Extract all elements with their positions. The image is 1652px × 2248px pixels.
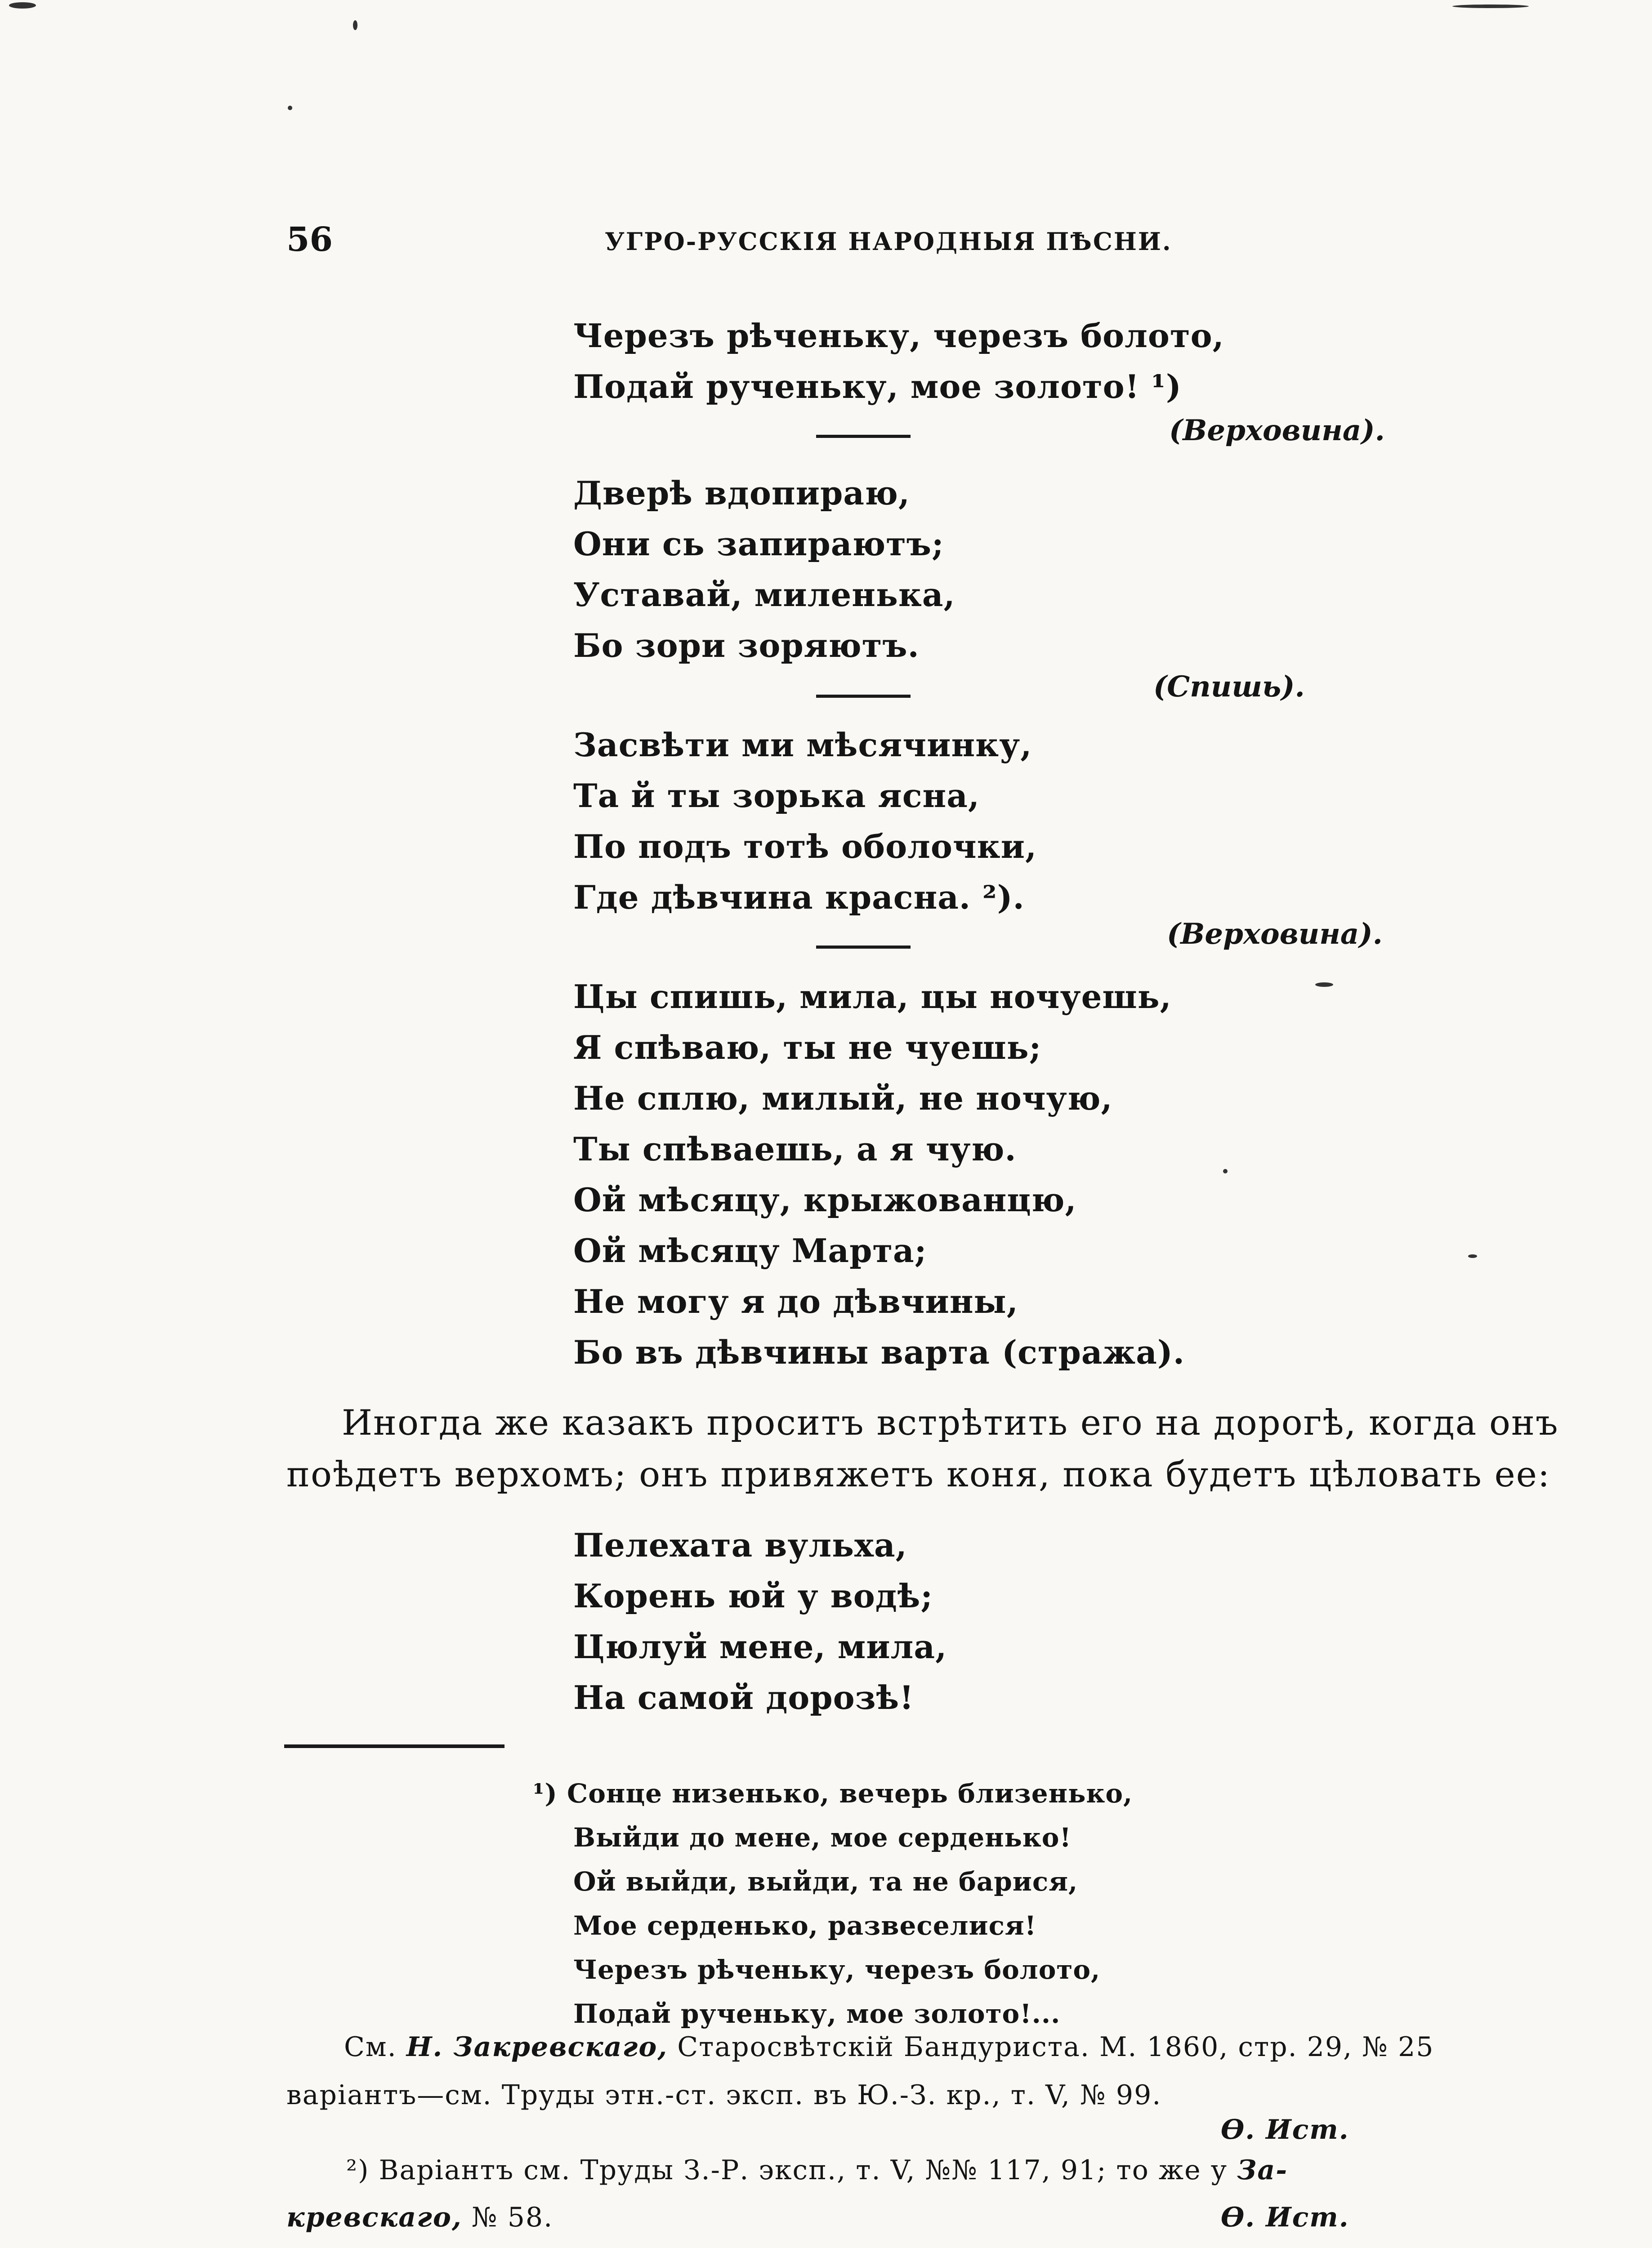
scan-speck — [1468, 1254, 1477, 1258]
footnote-2-text: ²) Варіантъ см. Труды З.-Р. эксп., т. V, №№ 117, 91; то же у — [346, 2154, 1228, 2186]
prose-line-1: Иногда же казакъ проситъ встрѣтить его на дорогѣ, когда онъ — [342, 1403, 1559, 1443]
verse-line: Ты спѣваешь, а я чую. — [573, 1130, 1017, 1168]
verse-line: Цюлуй мене, мила, — [573, 1628, 947, 1666]
footnote-2-number: № 58. — [471, 2202, 554, 2233]
verse-line: Та й ты зорька ясна, — [573, 776, 980, 815]
stanza-2 — [573, 468, 955, 671]
footnote-verse-line: ¹) Сонце низенько, вечерь близенько, — [533, 1778, 1133, 1809]
verse-line: Корень юй у водѣ; — [573, 1577, 933, 1615]
verse-line: Ой мѣсяцу Марта; — [573, 1231, 927, 1270]
verse-line: Пелехата вульха, — [573, 1526, 907, 1564]
page-number: 56 — [286, 220, 333, 259]
scan-speck — [9, 2, 36, 9]
footnote-1-reference — [344, 2031, 1434, 2063]
stanza-4 — [573, 971, 1185, 1378]
scan-speck — [353, 20, 357, 30]
footnote-verse-line: Черезъ рѣченьку, черезъ болото, — [573, 1954, 1101, 1985]
reference-title: Старосвѣтскій Бандуриста. М. 1860, стр. 29, № 25 — [677, 2031, 1434, 2063]
footnote-verse-line: Ой выйди, выйди, та не барися, — [573, 1866, 1078, 1897]
stanza-2-source: (Спишь). — [1153, 670, 1305, 704]
stanza-separator — [816, 435, 911, 438]
scan-speck — [1223, 1169, 1228, 1173]
stanza-5 — [573, 1520, 947, 1723]
stanza-separator — [816, 946, 911, 949]
verse-line: По подъ тотѣ оболочки, — [573, 827, 1037, 865]
footnote-2-author-end: кревскаго, — [286, 2202, 462, 2233]
stanza-1 — [573, 310, 1224, 412]
footnote-verse-line: Выйди до мене, мое серденько! — [573, 1822, 1072, 1853]
verse-line: Бо зори зоряютъ. — [573, 626, 920, 665]
verse-line: Не могу я до дѣвчины, — [573, 1282, 1018, 1320]
verse-line: Черезъ рѣченьку, черезъ болото, — [573, 317, 1224, 355]
verse-line: На самой дорозѣ! — [573, 1678, 914, 1717]
verse-line: Они сь запираютъ; — [573, 525, 944, 563]
footnote-1-verse — [533, 1771, 1133, 2036]
verse-line: Засвѣти ми мѣсячинку, — [573, 726, 1032, 764]
stanza-3 — [573, 719, 1037, 923]
reference-prefix: См. — [344, 2031, 397, 2063]
footnote-verse-line: Мое серденько, развеселися! — [573, 1910, 1037, 1941]
prose-line-2: поѣдетъ верхомъ; онъ привяжетъ коня, пока будетъ цѣловать ее: — [286, 1454, 1551, 1495]
verse-line: Ой мѣсяцу, крыжованцю, — [573, 1181, 1077, 1219]
footnote-1-reference-line-2: варіантъ—см. Труды этн.-ст. эксп. въ Ю.-З. кр., т. V, № 99. — [286, 2079, 1162, 2111]
verse-line: Где дѣвчина красна. ²). — [573, 878, 1025, 916]
scan-speck — [1452, 4, 1529, 8]
footnote-rule — [284, 1744, 505, 1748]
verse-line: Подай рученьку, мое золото! ¹) — [573, 367, 1182, 406]
footnote-2-signature: Ѳ. Ист. — [1221, 2202, 1349, 2233]
verse-line: Цы спишь, мила, цы ночуешь, — [573, 977, 1172, 1016]
verse-line: Я спѣваю, ты не чуешь; — [573, 1028, 1042, 1066]
stanza-3-source: (Верховина). — [1167, 917, 1383, 951]
footnote-2-line-1 — [346, 2154, 1288, 2186]
scan-speck — [288, 106, 292, 110]
verse-line: Дверѣ вдопираю, — [573, 474, 910, 512]
stanza-separator — [816, 695, 911, 698]
footnote-1-signature: Ѳ. Ист. — [1221, 2114, 1349, 2145]
stanza-1-source: (Верховина). — [1169, 414, 1385, 447]
scan-speck — [1315, 982, 1333, 987]
footnote-verse-line: Подай рученьку, мое золото!... — [573, 1998, 1061, 2029]
footnote-2-line-2 — [286, 2202, 553, 2233]
reference-author: Н. Закревскаго, — [406, 2031, 668, 2063]
verse-line: Бо въ дѣвчины варта (стража). — [573, 1333, 1185, 1371]
verse-line: Не сплю, милый, не ночую, — [573, 1079, 1113, 1117]
verse-line: Уставай, миленька, — [573, 575, 955, 614]
running-title: УГРО-РУССКІЯ НАРОДНЫЯ ПѢСНИ. — [605, 227, 1172, 256]
footnote-2-author-start: За- — [1237, 2154, 1288, 2186]
